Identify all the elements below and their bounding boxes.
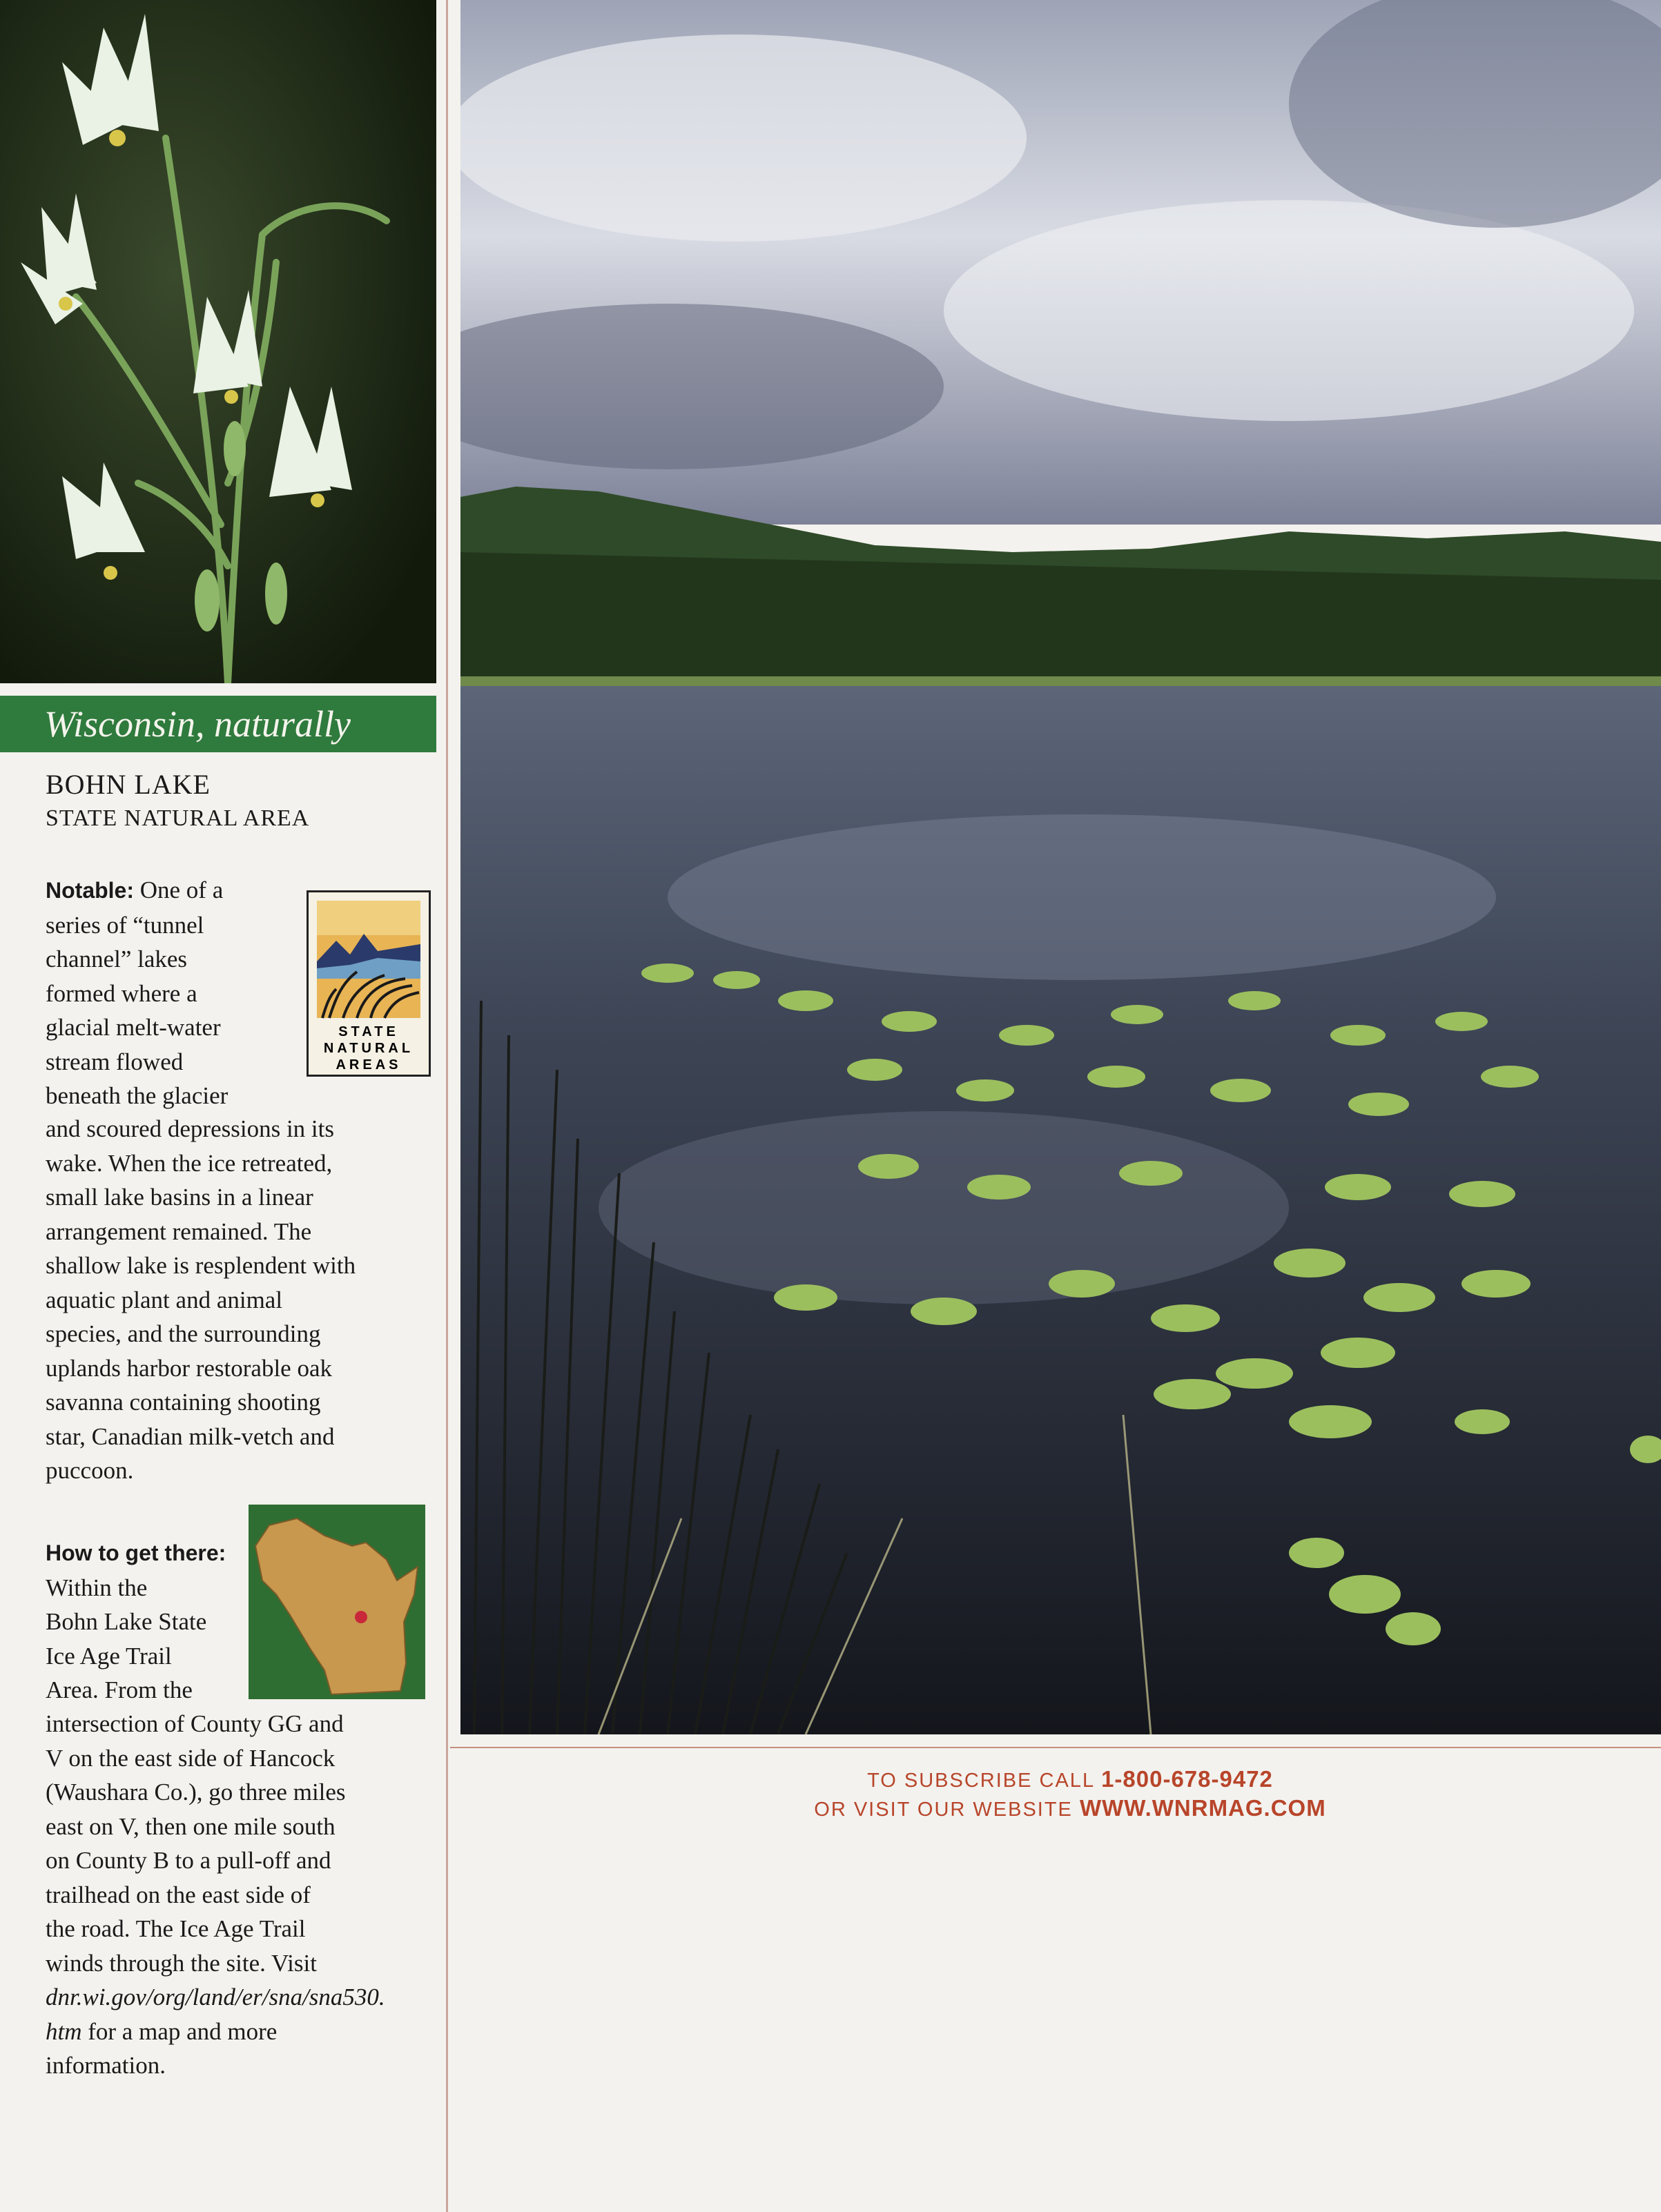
shooting-star-illustration (0, 0, 436, 683)
text-line: stream flowed (46, 1048, 184, 1075)
bohn-lake-illustration (460, 0, 1661, 1734)
text-line: shallow lake is resplendent with (46, 1252, 356, 1279)
subscribe-text: OR VISIT OUR WEBSITE (814, 1799, 1080, 1821)
text-line: trailhead on the east side of (46, 1881, 311, 1908)
subscribe-phone[interactable]: 1-800-678-9472 (1101, 1766, 1273, 1792)
logo-line: AREAS (336, 1057, 402, 1073)
notable-label: Notable: (46, 878, 134, 903)
text-line: species, and the surrounding (46, 1320, 321, 1347)
subscribe-text: TO SUBSCRIBE CALL (867, 1770, 1102, 1792)
text-line: the road. The Ice Age Trail (46, 1915, 306, 1942)
text-line: beneath the glacier (46, 1082, 229, 1109)
text-line: formed where a (46, 979, 197, 1007)
notable-paragraph-rest (46, 1112, 425, 1488)
text-line: and scoured depressions in its (46, 1115, 334, 1142)
notable-paragraph-top (46, 873, 294, 1113)
text-line: small lake basins in a linear (46, 1184, 313, 1211)
text-line: east on V, then one mile south (46, 1812, 336, 1840)
text-line: winds through the site. Visit (46, 1949, 317, 1977)
text-line: Ice Age Trail (46, 1642, 172, 1670)
text-line: information. (46, 2052, 166, 2079)
how-to-paragraph-rest (46, 1707, 432, 2083)
text-line: puccoon. (46, 1457, 134, 1484)
website-link[interactable]: dnr.wi.gov/org/land/er/sna/sna530. (46, 1984, 385, 2010)
section-banner-title: Wisconsin, naturally (44, 703, 351, 745)
bohn-lake-photo (460, 0, 1661, 1734)
text-line: channel” lakes (46, 946, 188, 972)
wisconsin-locator-map (249, 1505, 425, 1699)
how-to-label: How to get there: (46, 1540, 226, 1565)
column-divider (446, 0, 448, 2212)
text-line: One of a (139, 877, 224, 903)
text-line: on County B to a pull-off and (46, 1847, 331, 1874)
footer-divider (450, 1747, 1661, 1748)
text-line: intersection of County GG and (46, 1710, 344, 1737)
how-to-paragraph-top (46, 1536, 253, 1707)
subscribe-website-link[interactable]: WWW.WNRMAG.COM (1079, 1795, 1326, 1821)
shooting-star-photo (0, 0, 436, 683)
state-natural-areas-logo (307, 890, 431, 1077)
website-link-end[interactable]: htm (46, 2017, 82, 2045)
text-line: arrangement remained. The (46, 1217, 312, 1245)
text-line: (Waushara Co.), go three miles (46, 1779, 346, 1805)
text-line: aquatic plant and animal (46, 1286, 283, 1313)
text-line: for a map and more (81, 2017, 278, 2045)
site-name: BOHN LAKE (46, 769, 211, 800)
logo-line: STATE (338, 1024, 399, 1039)
text-line: Bohn Lake State (46, 1608, 207, 1635)
text-line: Within the (46, 1574, 148, 1601)
text-line: glacial melt-water (46, 1014, 221, 1041)
text-line: V on the east side of Hancock (46, 1744, 336, 1772)
text-line: star, Canadian milk-vetch and (46, 1422, 335, 1450)
text-line: Area. From the (46, 1676, 193, 1703)
text-line: wake. When the ice retreated, (46, 1149, 333, 1177)
text-line: series of “tunnel (46, 911, 204, 939)
site-subtitle: STATE NATURAL AREA (46, 805, 310, 831)
text-line: uplands harbor restorable oak (46, 1354, 332, 1382)
location-dot (355, 1611, 367, 1623)
logo-line: NATURAL (323, 1041, 414, 1056)
subscribe-block (690, 1765, 1450, 1823)
text-line: savanna containing shooting (46, 1389, 321, 1416)
